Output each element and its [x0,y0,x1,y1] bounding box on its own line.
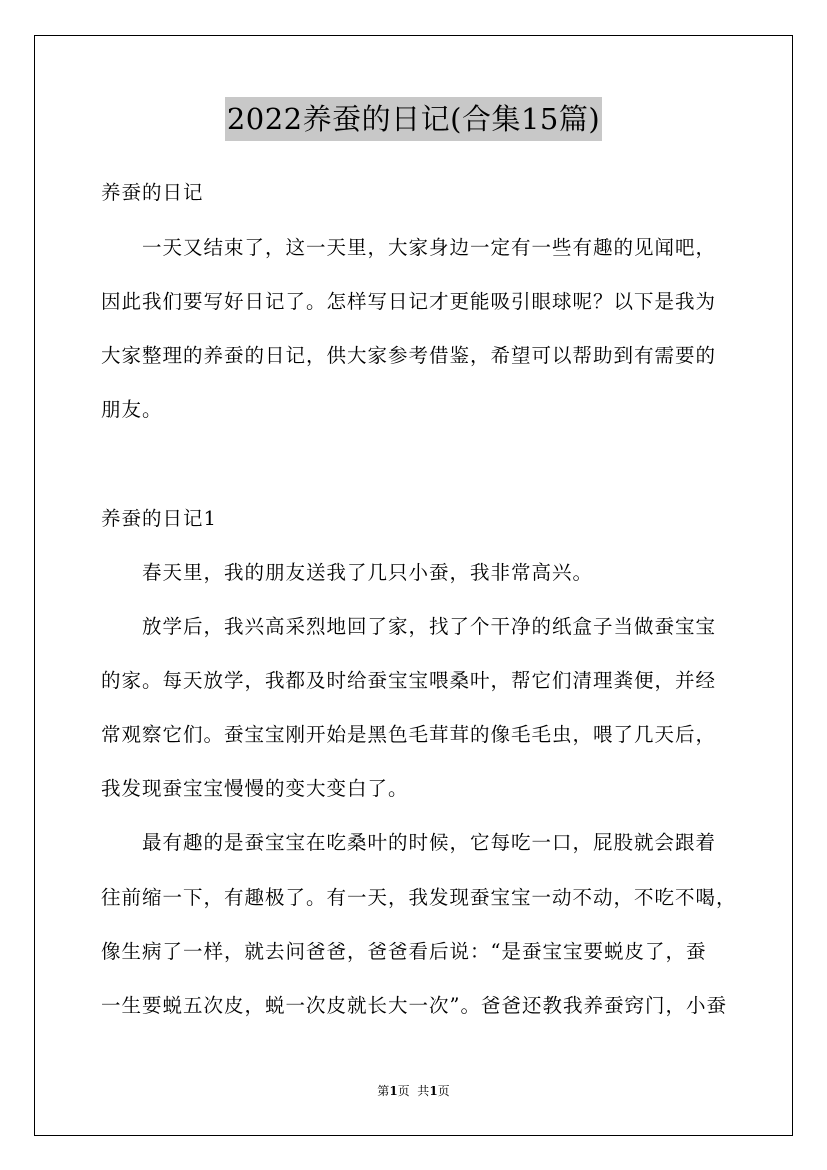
footer-mid: 页 共 [397,1084,430,1098]
paragraph-line: 的家。每天放学，我都及时给蚕宝宝喂桑叶，帮它们清理粪便，并经 [101,669,717,692]
paragraph-line: 一生要蜕五次皮，蜕一次皮就长大一次”。爸爸还教我养蚕窍门，小蚕 [101,994,727,1017]
page-footer [0,1083,827,1099]
paragraph-line: 常观察它们。蚕宝宝刚开始是黑色毛茸茸的像毛毛虫，喂了几天后， [101,723,717,746]
current-page-number: 1 [389,1084,398,1098]
document-title: 2022养蚕的日记(合集15篇) [225,97,602,141]
paragraph-line: 因此我们要写好日记了。怎样写日记才更能吸引眼球呢？以下是我为 [101,290,717,313]
total-page-number: 1 [429,1084,438,1098]
paragraph-line: 最有趣的是蚕宝宝在吃桑叶的时候，它每吃一口，屁股就会跟着 [142,831,717,854]
section-heading: 养蚕的日记 [101,181,204,204]
paragraph-line: 春天里，我的朋友送我了几只小蚕，我非常高兴。 [142,561,594,584]
footer-suffix: 页 [437,1084,450,1098]
title-container [0,97,827,141]
paragraph-line: 朋友。 [101,398,163,421]
paragraph-line: 像生病了一样，就去问爸爸，爸爸看后说：“是蚕宝宝要蜕皮了，蚕 [101,940,707,963]
footer-prefix: 第 [377,1084,390,1098]
section-heading: 养蚕的日记1 [101,507,217,530]
paragraph-line: 大家整理的养蚕的日记，供大家参考借鉴，希望可以帮助到有需要的 [101,344,717,367]
paragraph-line: 我发现蚕宝宝慢慢的变大变白了。 [101,777,409,800]
paragraph-line: 放学后，我兴高采烈地回了家，找了个干净的纸盒子当做蚕宝宝 [142,615,717,638]
paragraph-line: 一天又结束了，这一天里，大家身边一定有一些有趣的见闻吧， [142,236,717,259]
paragraph-line: 往前缩一下，有趣极了。有一天，我发现蚕宝宝一动不动，不吃不喝， [101,886,737,909]
